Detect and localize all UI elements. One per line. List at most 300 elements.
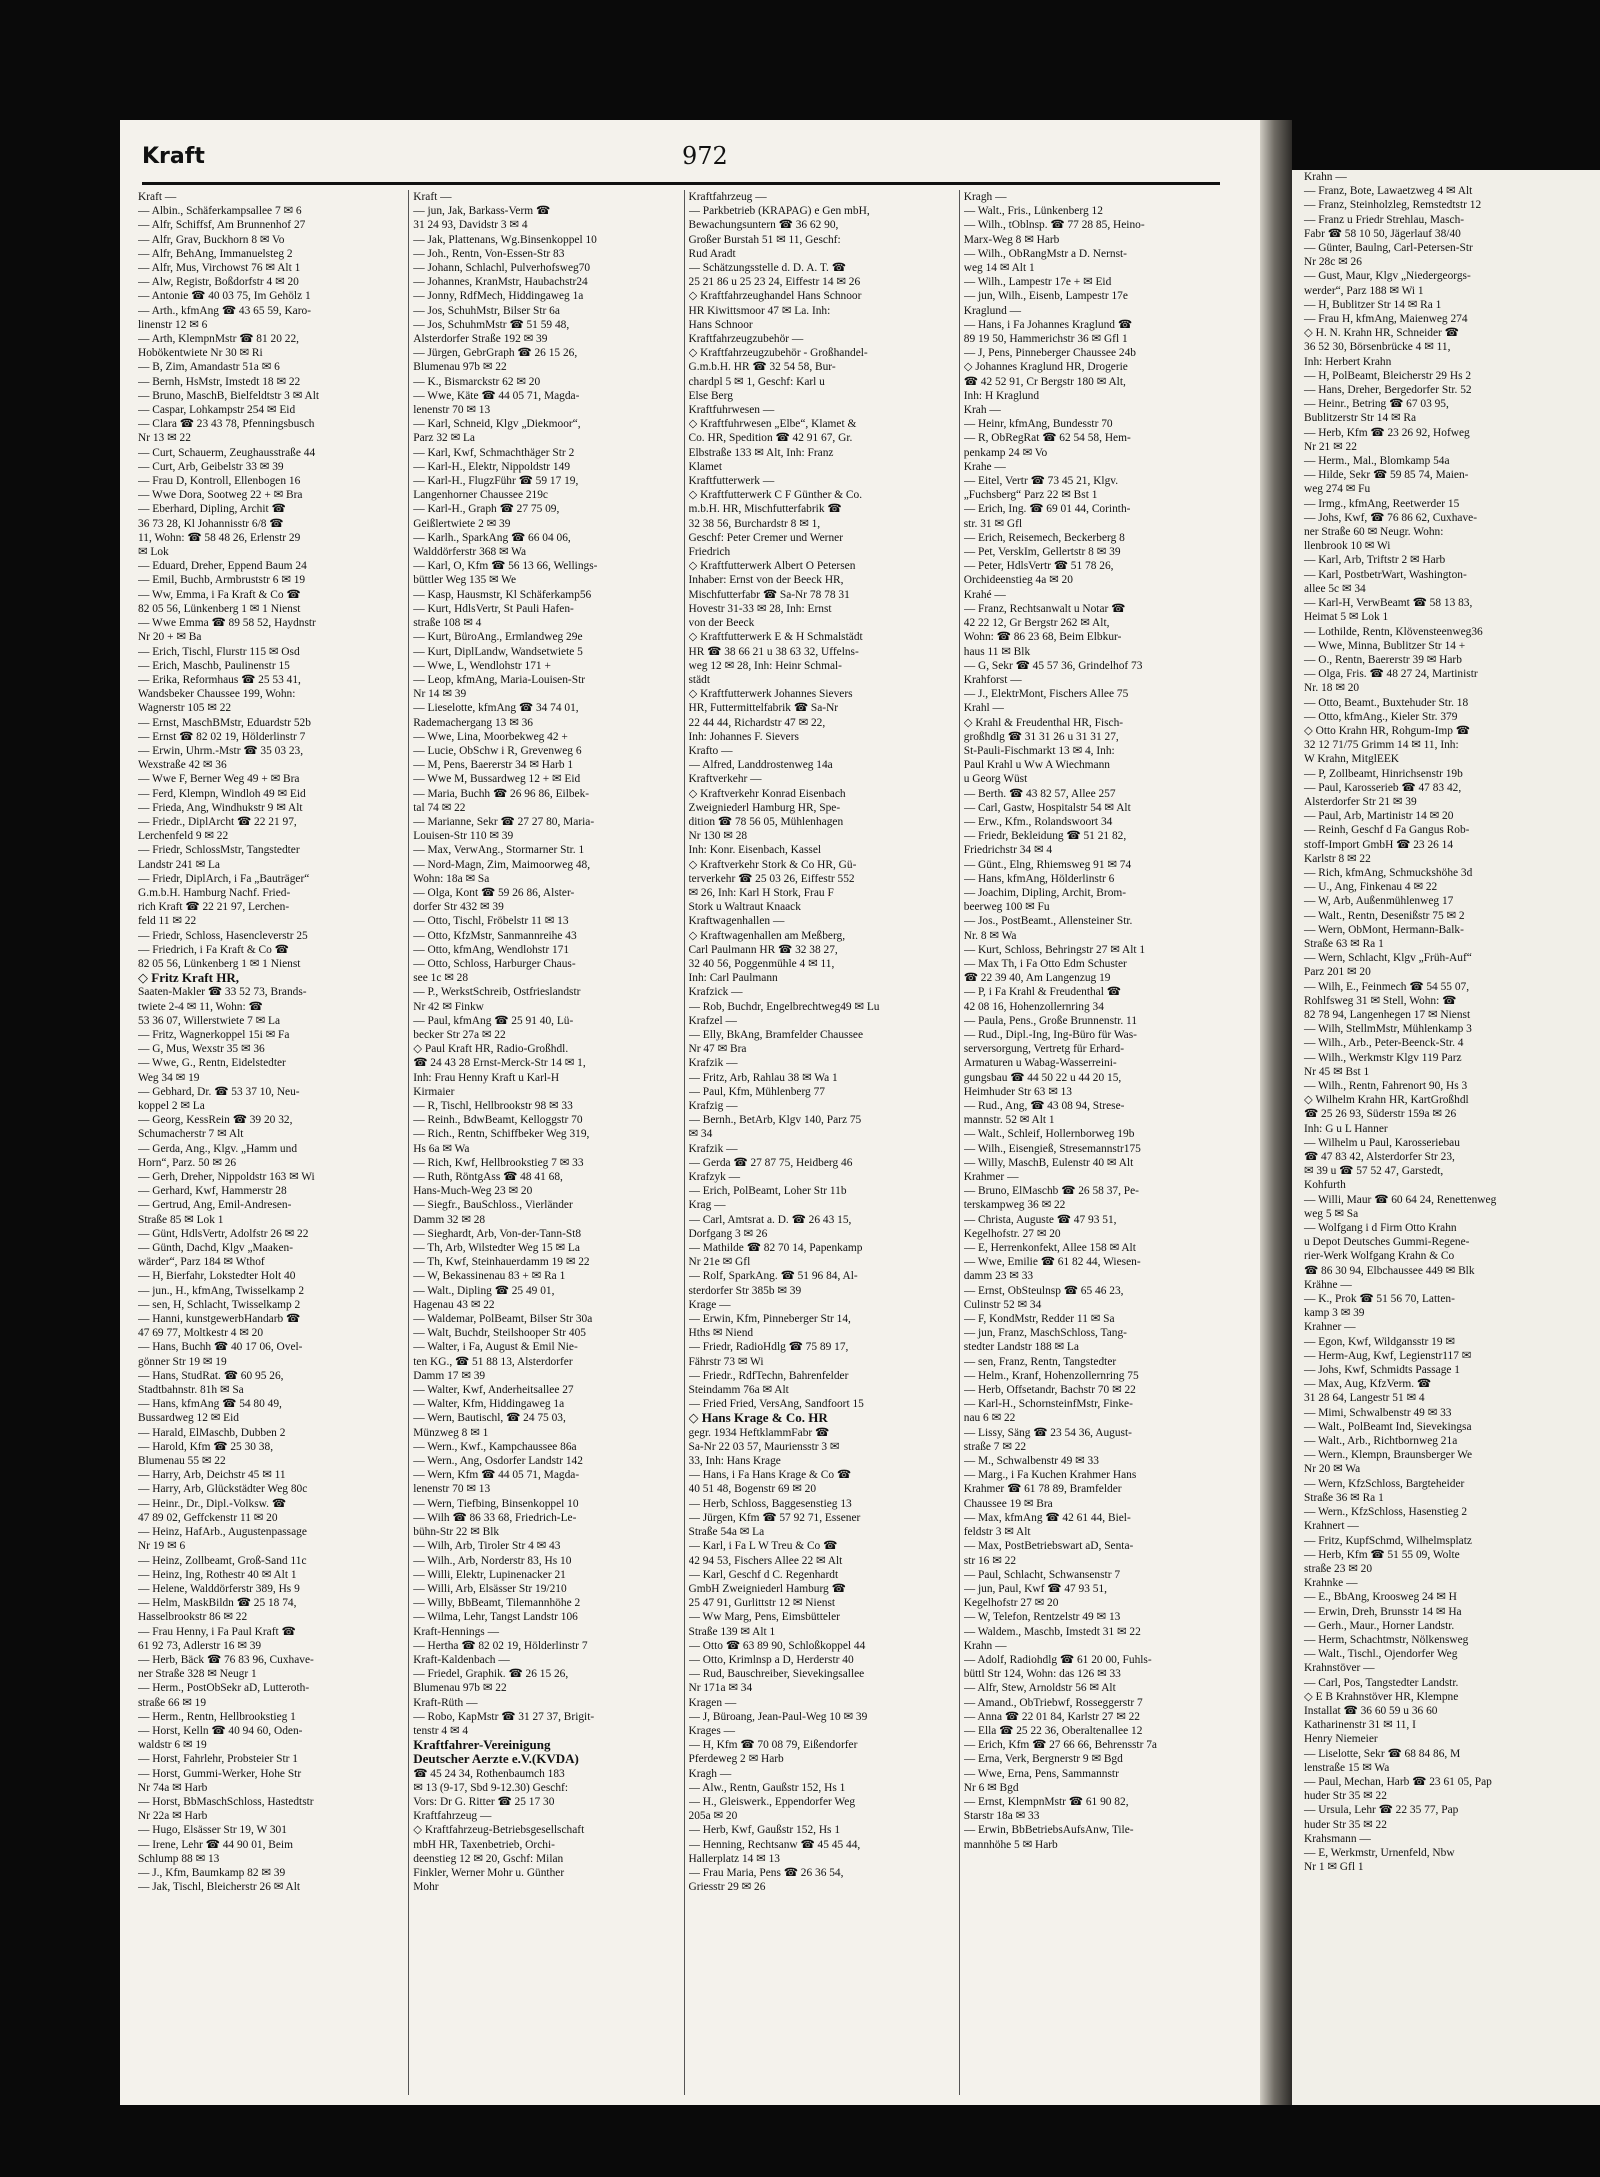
directory-entry: — Arth., kfmAng ☎ 43 65 59, Karo- [138, 304, 312, 317]
directory-entry: 36 52 30, Börsenbrücke 4 ✉ 11, [1304, 341, 1451, 354]
directory-entry: 53 36 07, Willerstwiete 7 ✉ La [138, 1014, 281, 1027]
directory-entry: — Erich, Ing. ☎ 69 01 44, Corinth- [963, 503, 1131, 516]
directory-entry: — Alfr, Stew, Arnoldstr 56 ✉ Alt [963, 1682, 1116, 1695]
directory-entry: — Pet, VerskIm, Gellertstr 8 ✉ 39 [963, 546, 1121, 559]
directory-entry: — Heinr., Betring ☎ 67 03 95, [1304, 398, 1449, 411]
directory-entry: — Wilh, Arb, Tiroler Str 4 ✉ 43 [413, 1540, 561, 1553]
directory-entry: — jun., H., kfmAng, Twisselkamp 2 [138, 1284, 305, 1297]
directory-entry: Bublitzerstr Str 14 ✉ Ra [1304, 412, 1417, 425]
directory-entry: — Otto, kfmAng., Kieler Str. 379 [1304, 710, 1458, 723]
directory-entry: mbH HR, Taxenbetrieb, Orchi- [413, 1838, 555, 1851]
directory-entry: Installat ☎ 36 60 59 u 36 60 [1304, 1704, 1438, 1717]
directory-entry: — Bernh, HsMstr, Imstedt 18 ✉ 22 [138, 375, 301, 388]
directory-entry: — Rich, kfmAng, Schmuckshöhe 3d [1304, 866, 1473, 879]
directory-entry: — Alfr, Mus, Virchowst 76 ✉ Alt 1 [138, 262, 301, 275]
directory-entry: — Karl, Geschf d C. Regenhardt [688, 1568, 839, 1581]
directory-entry: — Alw., Rentn, Gaußstr 152, Hs 1 [688, 1781, 846, 1794]
book-gutter [1260, 120, 1292, 2105]
directory-entry: — Erna, Verk, Bergnerstr 9 ✉ Bgd [963, 1753, 1123, 1766]
directory-entry: — Friedr., RdfTechn, Bahrenfelder [688, 1369, 849, 1382]
directory-entry: — Wilma, Lehr, Tangst Landstr 106 [413, 1611, 578, 1624]
directory-entry: — Wolfgang i d Firm Otto Krahn [1304, 1222, 1457, 1235]
directory-entry: u Depot Deutsches Gummi-Regene- [1304, 1236, 1470, 1249]
directory-entry: — H, Bublitzer Str 14 ✉ Ra 1 [1304, 298, 1442, 311]
directory-entry: Kraglund — [963, 304, 1022, 317]
directory-entry: — W, Bekassinenau 83 + ✉ Ra 1 [413, 1270, 566, 1283]
directory-entry: — Hans, StudRat. ☎ 60 95 26, [138, 1369, 284, 1382]
directory-entry: — Wilh., Arb., Peter-Beenck-Str. 4 [1304, 1037, 1464, 1050]
directory-entry: — Ernst, ObSteulnsp ☎ 65 46 23, [963, 1284, 1124, 1297]
directory-entry: Straße 54a ✉ La [688, 1526, 765, 1539]
directory-entry: Louisen-Str 110 ✉ 39 [413, 830, 514, 843]
directory-entry: Pferdeweg 2 ✉ Harb [688, 1753, 784, 1766]
directory-entry: — Paul, Mechan, Harb ☎ 23 61 05, Pap [1304, 1775, 1492, 1788]
directory-entry: Krafzyk — [688, 1171, 741, 1184]
directory-entry: Hovestr 31-33 ✉ 28, Inh: Ernst [688, 602, 832, 615]
directory-entry: Sa-Nr 22 03 57, Mauriensstr 3 ✉ [688, 1440, 840, 1453]
directory-entry: — M., Schwalbenstr 49 ✉ 33 [963, 1455, 1099, 1468]
directory-entry: Krahn — [963, 1639, 1007, 1652]
directory-entry: — J, Büroang, Jean-Paul-Weg 10 ✉ 39 [688, 1710, 868, 1723]
directory-entry: chardpl 5 ✉ 1, Geschf: Karl u [688, 375, 825, 388]
directory-entry: — Reinh., BdwBeamt, Kelloggstr 70 [413, 1114, 583, 1127]
directory-entry: — Friedr, RadioHdlg ☎ 75 89 17, [688, 1341, 849, 1354]
directory-entry: — Wilh., Eisengieß, Stresemannstr175 [963, 1142, 1141, 1155]
directory-entry: — Helene, Walddörferstr 389, Hs 9 [138, 1582, 300, 1595]
directory-entry: büttl Str 124, Wohn: das 126 ✉ 33 [963, 1668, 1121, 1681]
directory-entry: Finkler, Werner Mohr u. Günther [413, 1866, 565, 1879]
directory-entry: — Wern., Ang, Osdorfer Landstr 142 [413, 1455, 583, 1468]
directory-entry: — Erich, PolBeamt, Loher Str 11b [688, 1185, 847, 1198]
directory-entry: Kegelhofstr 27 ✉ 20 [963, 1597, 1059, 1610]
directory-entry: — W, Telefon, Rentzelstr 49 ✉ 13 [963, 1611, 1121, 1624]
directory-entry: weg 14 ✉ Alt 1 [963, 262, 1035, 275]
directory-entry: — Hanni, kunstgewerbHandarb ☎ [138, 1313, 301, 1326]
directory-entry: Kegelhofstr. 27 ✉ 20 [963, 1227, 1061, 1240]
directory-entry: — Eitel, Vertr ☎ 73 45 21, Klgv. [963, 475, 1119, 488]
directory-entry: — Erwin, Kfm, Pinneberger Str 14, [688, 1313, 851, 1326]
directory-entry: Geschf: Peter Cremer und Werner [688, 531, 843, 544]
directory-entry: — Ernst ☎ 82 02 19, Hölderlinstr 7 [138, 730, 306, 743]
directory-entry: ◇ Wilhelm Krahn HR, KartGroßhdl [1304, 1094, 1469, 1107]
directory-entry: 47 89 02, Geffckenstr 11 ✉ 20 [138, 1511, 278, 1524]
directory-entry: — Hugo, Elsässer Str 19, W 301 [138, 1824, 287, 1837]
directory-entry: — Johann, Schlachl, Pulverhofsweg70 [413, 262, 591, 275]
directory-entry: 89 19 50, Hammerichstr 36 ✉ Gfl 1 [963, 333, 1128, 346]
directory-entry: Krah — [963, 404, 1001, 417]
directory-entry: ☎ 45 24 34, Rothenbaumch 183 [413, 1767, 565, 1780]
directory-entry: Bussardweg 12 ✉ Eid [138, 1412, 239, 1425]
directory-entry: Deutscher Aerzte e.V.(KVDA) [413, 1752, 579, 1767]
directory-entry: Nr 171a ✉ 34 [688, 1682, 753, 1695]
directory-entry: — Hans, Buchh ☎ 40 17 06, Ovel- [138, 1341, 303, 1354]
directory-entry: weg 5 ✉ Sa [1304, 1207, 1359, 1220]
directory-entry: — Wern, Schlacht, Klgv „Früh-Auf“ [1304, 952, 1472, 965]
directory-entry: — Th, Arb, Wilstedter Weg 15 ✉ La [413, 1242, 580, 1255]
directory-entry: — Karl-H., SchornsteinfMstr, Finke- [963, 1398, 1133, 1411]
directory-entry: — Bruno, MaschB, Bielfeldtstr 3 ✉ Alt [138, 389, 320, 402]
directory-entry: — Herm, Schachtmstr, Nölkensweg [1304, 1633, 1469, 1646]
directory-entry: — Wwe M, Bussardweg 12 + ✉ Eid [413, 773, 581, 786]
directory-entry: — R, ObRegRat ☎ 62 54 58, Hem- [963, 432, 1131, 445]
directory-entry: — Friedr, Schloss, Hasencleverstr 25 [138, 929, 308, 942]
directory-entry: — Johs, Kwf, ☎ 76 86 62, Cuxhave- [1304, 511, 1478, 524]
directory-entry: Saaten-Makler ☎ 33 52 73, Brands- [138, 986, 307, 999]
directory-entry: — Karl-H., FlugzFühr ☎ 59 17 19, [413, 475, 579, 488]
directory-entry: lenstraße 15 ✉ Wa [1304, 1761, 1390, 1774]
directory-entry: linenstr 12 ✉ 6 [138, 318, 208, 331]
directory-entry: — Fritz, KupfSchmd, Wilhelmsplatz [1304, 1534, 1472, 1547]
directory-entry: — Wilhelm u Paul, Karosseriebau [1304, 1136, 1460, 1149]
directory-entry: 31 28 64, Langestr 51 ✉ 4 [1304, 1392, 1425, 1405]
directory-entry: 32 40 56, Poggenmühle 4 ✉ 11, [688, 957, 835, 970]
directory-entry: allee 5c ✉ 34 [1304, 582, 1366, 595]
directory-entry: — Wilh., tOblnsp. ☎ 77 28 85, Heino- [963, 219, 1145, 232]
directory-entry: — J., Kfm, Baumkamp 82 ✉ 39 [138, 1866, 286, 1879]
column-4 [959, 190, 1226, 2095]
directory-entry: Krag — [688, 1199, 726, 1212]
directory-entry: ◇ Kraftfahrzeugzubehör - Großhandel- [688, 347, 868, 360]
directory-entry: Culinstr 52 ✉ 34 [963, 1298, 1042, 1311]
page-number: 972 [682, 142, 728, 170]
directory-entry: Chaussee 19 ✉ Bra [963, 1497, 1053, 1510]
directory-entry: Hths ✉ Niend [688, 1327, 754, 1340]
directory-entry: Mischfutterfabr ☎ Sa-Nr 78 78 31 [688, 588, 850, 601]
directory-entry: becker Str 27a ✉ 22 [413, 1028, 506, 1041]
directory-entry: straße 23 ✉ 20 [1304, 1562, 1373, 1575]
directory-entry: m.b.H. HR, Mischfutterfabrik ☎ [688, 503, 842, 516]
directory-entry: — sen, H, Schlacht, Twisselkamp 2 [138, 1298, 301, 1311]
directory-entry: rier-Werk Wolfgang Krahn & Co [1304, 1250, 1455, 1263]
directory-entry: str 16 ✉ 22 [963, 1554, 1017, 1567]
directory-entry: stedter Landstr 188 ✉ La [963, 1341, 1079, 1354]
directory-entry: — Jonny, RdfMech, Hiddingaweg 1a [413, 290, 584, 303]
directory-entry: Hallerplatz 14 ✉ 13 [688, 1852, 780, 1865]
directory-entry: Wandsbeker Chaussee 199, Wohn: [138, 688, 296, 701]
directory-entry: — Otto, Beamt., Buxtehuder Str. 18 [1304, 696, 1469, 709]
directory-entry: — Gertrud, Ang, Emil-Andresen- [138, 1199, 292, 1212]
directory-entry: Kraft-Kaldenbach — [413, 1653, 510, 1666]
directory-entry: — Mathilde ☎ 82 70 14, Papenkamp [688, 1242, 863, 1255]
directory-entry: — Walt., PolBeamt Ind, Sievekingsa [1304, 1420, 1472, 1433]
directory-entry: terverkehr ☎ 25 03 26, Eiffestr 552 [688, 872, 855, 885]
directory-entry: — P., WerkstSchreib, Ostfrieslandstr [413, 986, 581, 999]
directory-entry: Blumenau 97b ✉ 22 [413, 1682, 507, 1695]
directory-entry: — sen, Franz, Rentn, Tangstedter [963, 1355, 1117, 1368]
directory-entry: Schumacherstr 7 ✉ Alt [138, 1128, 244, 1141]
directory-entry: — Max, PostBetriebswart aD, Senta- [963, 1540, 1134, 1553]
directory-entry: ◇ Kraftfahrzeug-Betriebsgesellschaft [413, 1824, 585, 1837]
directory-entry: — Wilh, StellmMstr, Mühlenkamp 3 [1304, 1023, 1472, 1036]
directory-entry: — Wilh., Rentn, Fahrenort 90, Hs 3 [1304, 1080, 1468, 1092]
directory-entry: — Friedel, Graphik. ☎ 26 15 26, [413, 1668, 569, 1681]
directory-entry: Nr 28c ✉ 26 [1304, 256, 1362, 269]
directory-entry: Kraft-Rüth — [413, 1696, 478, 1709]
directory-entry: Nr 21e ✉ Gfl [688, 1256, 751, 1269]
directory-entry: tal 74 ✉ 22 [413, 801, 466, 814]
directory-entry: — Gerhard, Kwf, Hammerstr 28 [138, 1185, 287, 1198]
directory-entry: — Karl, PostbetrWart, Washington- [1304, 568, 1467, 581]
directory-entry: — Alfr, Grav, Buckhorn 8 ✉ Vo [138, 233, 285, 246]
directory-entry: — Parkbetrieb (KRAPAG) e Gen mbH, [688, 205, 870, 218]
directory-entry: Klamet [688, 460, 723, 473]
directory-entry: Inh: Johannes F. Sievers [688, 730, 799, 743]
page-header [142, 142, 1220, 185]
directory-entry: 22 44 44, Richardstr 47 ✉ 22, [688, 716, 826, 729]
next-page-fragment [1292, 170, 1600, 2105]
directory-entry: — Carl, Amtsrat a. D. ☎ 26 43 15, [688, 1213, 852, 1226]
directory-entry: Nr 130 ✉ 28 [688, 830, 748, 843]
directory-entry: — Caspar, Lohkampstr 254 ✉ Eid [138, 404, 296, 417]
directory-entry: — Adolf, Radiohdlg ☎ 61 20 00, Fuhls- [963, 1653, 1152, 1666]
directory-entry: — Irene, Lehr ☎ 44 90 01, Beim [138, 1838, 293, 1851]
directory-entry: — Heinz, Ing, Rothestr 40 ✉ Alt 1 [138, 1568, 297, 1581]
directory-entry: — Wilh., Arb, Norderstr 83, Hs 10 [413, 1554, 572, 1567]
directory-entry: — Karl-H, VerwBeamt ☎ 58 13 83, [1304, 597, 1473, 610]
directory-entry: Straße 85 ✉ Lok 1 [138, 1213, 224, 1226]
directory-entry: — Paul, kfmAng ☎ 25 91 40, Lü- [413, 1014, 574, 1027]
directory-entry: — Gebhard, Dr. ☎ 53 37 10, Neu- [138, 1085, 300, 1098]
directory-entry: dition ☎ 78 56 05, Mühlenhagen [688, 815, 844, 828]
directory-entry: — Ernst, KlempnMstr ☎ 61 90 82, [963, 1795, 1129, 1808]
directory-entry: — Wwe, Lina, Moorbekweg 42 + [413, 730, 568, 743]
directory-entry: ☎ 25 26 93, Süderstr 159a ✉ 26 [1304, 1108, 1457, 1121]
directory-entry: — Wwe, Minna, Bublitzer Str 14 + [1304, 639, 1466, 652]
directory-entry: Stork u Waltraut Knaack [688, 901, 801, 914]
directory-entry: — jun, Paul, Kwf ☎ 47 93 51, [963, 1582, 1108, 1595]
directory-entry: — Wern., KfzSchloss, Hasenstieg 2 [1304, 1506, 1468, 1519]
directory-entry: gegr. 1934 HeftklammFabr ☎ [688, 1426, 830, 1439]
directory-entry: 32 38 56, Burchardstr 8 ✉ 1, [688, 517, 821, 530]
directory-entry: Inh: Frau Henny Kraft u Karl-H [413, 1071, 560, 1084]
directory-entry: — Horst, BbMaschSchloss, Hastedtstr [138, 1795, 314, 1808]
directory-entry: Krahsmann — [1304, 1832, 1371, 1845]
directory-entry: ☎ 47 83 42, Alsterdorfer Str 23, [1304, 1151, 1455, 1164]
directory-entry: bühn-Str 22 ✉ Blk [413, 1526, 500, 1539]
directory-entry: — Max, VerwAng., Stormarner Str. 1 [413, 844, 585, 857]
directory-entry: Kraftfahrzeug — [688, 191, 767, 203]
directory-entry: Wohn: 18a ✉ Sa [413, 872, 490, 885]
directory-entry: lenenstr 70 ✉ 13 [413, 1483, 491, 1496]
directory-entry: — Herb, Kfm ☎ 51 55 09, Wolte [1304, 1548, 1460, 1561]
directory-entry: 33, Inh: Hans Krage [688, 1455, 781, 1468]
directory-entry: 82 05 56, Lünkenberg 1 ✉ 1 Nienst [138, 602, 301, 615]
directory-entry: Hans-Much-Weg 23 ✉ 20 [413, 1185, 533, 1198]
directory-entry: waldstr 6 ✉ 19 [138, 1739, 207, 1752]
directory-entry: — Wern., Kwf., Kampchaussee 86a [413, 1440, 577, 1453]
directory-entry: ◇ Johannes Kraglund HR, Drogerie [963, 361, 1128, 374]
directory-entry: Straße 36 ✉ Ra 1 [1304, 1491, 1384, 1504]
column-3 [684, 190, 951, 2095]
directory-entry: — Erwin, Dreh, Brunsstr 14 ✉ Ha [1304, 1605, 1462, 1618]
directory-entry: — Rud., Ang, ☎ 43 08 94, Strese- [963, 1100, 1125, 1112]
directory-entry: — U., Ang, Finkenau 4 ✉ 22 [1304, 881, 1438, 894]
directory-entry: — Walt., Fris., Lünkenberg 12 [963, 205, 1103, 218]
directory-entry: ✉ Lok [138, 546, 169, 559]
directory-entry: — Paul, Arb, Martinistr 14 ✉ 20 [1304, 810, 1454, 823]
directory-entry: — Günth, Dachd, Klgv „Maaken- [138, 1242, 293, 1255]
directory-entry: ner Straße 60 ✉ Neugr. Wohn: [1304, 526, 1444, 539]
directory-entry: — Walter, Kwf, Anderheitsallee 27 [413, 1384, 574, 1397]
directory-entry: llenbrook 10 ✉ Wi [1304, 540, 1391, 553]
directory-entry: see 1c ✉ 28 [413, 972, 469, 985]
directory-entry: Vors: Dr G. Ritter ☎ 25 17 30 [413, 1795, 555, 1808]
directory-entry: — W, Arb, Außenmühlenweg 17 [1304, 895, 1454, 908]
directory-entry: — Alfr, BehAng, Immanuelsteg 2 [138, 247, 293, 260]
directory-entry: Wexstraße 42 ✉ 36 [138, 759, 227, 772]
directory-entry: Rud Aradt [688, 247, 736, 260]
directory-entry: deenstieg 12 ✉ 20, Gschf: Milan [413, 1852, 564, 1865]
directory-entry: — Walt., Schleif, Hollernborweg 19b [963, 1128, 1135, 1141]
directory-entry: — Herm., PostObSekr aD, Lutteroth- [138, 1682, 310, 1695]
directory-entry: Kraftfahrzeugzubehör — [688, 333, 804, 346]
directory-entry: Stadtbahnstr. 81h ✉ Sa [138, 1384, 244, 1397]
directory-entry: huder Str 35 ✉ 22 [1304, 1818, 1387, 1831]
directory-entry: Friedrichstr 34 ✉ 4 [963, 844, 1053, 857]
directory-entry: rich Kraft ☎ 22 21 97, Lerchen- [138, 901, 290, 914]
directory-entry: straße 66 ✉ 19 [138, 1696, 207, 1709]
directory-entry: — Ursula, Lehr ☎ 22 35 77, Pap [1304, 1804, 1459, 1817]
directory-entry: — Wwe F, Berner Weg 49 + ✉ Bra [138, 773, 300, 786]
directory-entry: ☎ 22 39 40, Am Langenzug 19 [963, 972, 1111, 985]
directory-entry: — Heinz, Zollbeamt, Groß-Sand 11c [138, 1554, 307, 1567]
directory-entry: werder“, Parz 188 ✉ Wi 1 [1304, 284, 1424, 297]
directory-entry: Krafzik — [688, 1142, 738, 1155]
directory-entry: — Liselotte, Sekr ☎ 68 84 86, M [1304, 1747, 1461, 1760]
directory-entry: straße 7 ✉ 22 [963, 1440, 1027, 1453]
directory-entry: HR ☎ 38 66 21 u 38 63 32, Uffelns- [688, 645, 859, 658]
directory-entry: — Irmg., kfmAng, Reetwerder 15 [1304, 497, 1460, 510]
directory-entry: beerweg 100 ✉ Fu [963, 901, 1050, 914]
directory-entry: Münzweg 8 ✉ 1 [413, 1426, 489, 1439]
column-1 [138, 190, 400, 2095]
directory-entry: — Reinh, Geschf d Fa Gangus Rob- [1304, 824, 1470, 837]
directory-entry: str. 31 ✉ Gfl [963, 517, 1023, 530]
directory-entry: u Georg Wüst [963, 773, 1028, 786]
directory-entry: — Wern, Bautischl, ☎ 24 75 03, [413, 1412, 566, 1425]
directory-entry: ◇ Hans Krage & Co. HR [688, 1411, 828, 1426]
directory-entry: St-Pauli-Fischmarkt 13 ✉ 4, Inh: [963, 744, 1115, 757]
directory-entry: — Karl-H., Graph ☎ 27 75 09, [413, 503, 560, 516]
directory-entry: — K., Bismarckstr 62 ✉ 20 [413, 375, 541, 388]
directory-entry: — Mimi, Schwalbenstr 49 ✉ 33 [1304, 1406, 1452, 1419]
directory-entry: 42 08 16, Hohenzollernring 34 [963, 1000, 1104, 1013]
directory-entry: — Friedr, DiplArch, i Fa „Bauträger“ [138, 872, 310, 885]
directory-entry: — Wilh, E., Feinmech ☎ 54 55 07, [1304, 980, 1470, 993]
directory-entry: Kraft-Hennings — [413, 1625, 499, 1638]
directory-entry: — Lucie, ObSchw i R, Grevenweg 6 [413, 744, 582, 757]
directory-entry: huder Str 35 ✉ 22 [1304, 1790, 1387, 1803]
directory-entry: — O., Rentn, Baererstr 39 ✉ Harb [1304, 653, 1462, 666]
directory-entry: Nr 22a ✉ Harb [138, 1810, 208, 1823]
directory-entry: — Wilh., ObRangMstr a D. Nernst- [963, 247, 1127, 260]
directory-entry: — Ww Marg, Pens, Eimsbütteler [688, 1611, 840, 1624]
directory-entry: — Otto, KfzMstr, Sanmannreihe 43 [413, 929, 577, 942]
directory-entry: — Anna ☎ 22 01 84, Karlstr 27 ✉ 22 [963, 1710, 1140, 1723]
directory-entry: — Jürgen, GebrGraph ☎ 26 15 26, [413, 347, 578, 360]
directory-entry: ◇ Kraftfuhrwesen „Elbe“, Klamet & [688, 418, 857, 431]
directory-entry: „Fuchsberg“ Parz 22 ✉ Bst 1 [963, 489, 1098, 502]
directory-entry: Damm 32 ✉ 28 [413, 1213, 486, 1226]
directory-entry: mannstr. 52 ✉ Alt 1 [963, 1114, 1055, 1127]
directory-entry: Rohlfsweg 31 ✉ Stell, Wohn: ☎ [1304, 994, 1457, 1007]
directory-entry: — Peter, HdlsVertr ☎ 51 78 26, [963, 560, 1114, 573]
directory-entry: ◇ E B Krahnstöver HR, Klempne [1304, 1690, 1459, 1703]
directory-entry: — Harry, Arb, Deichstr 45 ✉ 11 [138, 1469, 286, 1482]
directory-entry: stoff-Import GmbH ☎ 23 26 14 [1304, 838, 1454, 851]
directory-entry: ✉ 13 (9-17, Sbd 9-12.30) Geschf: [413, 1781, 569, 1794]
directory-entry: weg 12 ✉ 28, Inh: Heinr Schmal- [688, 659, 842, 672]
directory-entry: 32 12 71/75 Grimm 14 ✉ 11, Inh: [1304, 739, 1459, 752]
directory-entry: — Otto, Schloss, Harburger Chaus- [413, 957, 576, 970]
directory-entry: Krahner — [1304, 1321, 1356, 1334]
directory-entry: — Hans, Dreher, Bergedorfer Str. 52 [1304, 384, 1472, 397]
directory-entry: Kraft — [413, 191, 452, 203]
directory-entry: — Wilh., Lampestr 17e + ✉ Eid [963, 276, 1112, 289]
directory-entry: GmbH Zweigniederl Hamburg ☎ [688, 1582, 846, 1595]
directory-entry: — Wern, ObMont, Hermann-Balk- [1304, 923, 1464, 936]
directory-entry: Krafzel — [688, 1014, 737, 1027]
directory-entry: Nr 21 ✉ 22 [1304, 440, 1357, 453]
directory-entry: — Wwe Dora, Sootweg 22 + ✉ Bra [138, 489, 303, 502]
directory-entry: haus 11 ✉ Blk [963, 645, 1031, 658]
directory-entry: straße 108 ✉ 4 [413, 617, 482, 630]
directory-entry: — Olga, Kont ☎ 59 26 86, Alster- [413, 886, 575, 899]
directory-entry: — B, Zim, Amandastr 51a ✉ 6 [138, 361, 280, 374]
directory-entry: — Siegfr., BauSchloss., Vierländer [413, 1199, 573, 1212]
directory-entry: — Helm, MaskBildn ☎ 25 18 74, [138, 1597, 297, 1610]
directory-entry: — Franz, Bote, Lawaetzweg 4 ✉ Alt [1304, 185, 1473, 198]
directory-entry: — Albin., Schäferkampsallee 7 ✉ 6 [138, 205, 302, 218]
directory-entry: — Elly, BkAng, Bramfelder Chaussee [688, 1028, 864, 1041]
directory-entry: — Curt, Arb, Geibelstr 33 ✉ 39 [138, 460, 284, 473]
directory-entry: Blumenau 55 ✉ 22 [138, 1455, 226, 1468]
directory-entry: — Wern., Klempn, Braunsberger We [1304, 1449, 1473, 1462]
directory-entry: — Rich, Kwf, Hellbrookstieg 7 ✉ 33 [413, 1156, 584, 1169]
directory-entry: Rademachergang 13 ✉ 36 [413, 716, 533, 729]
directory-entry: Krahe — [963, 460, 1006, 473]
directory-entry: Kraft — [138, 191, 177, 203]
directory-entry: Kragen — [688, 1696, 737, 1709]
directory-entry: — Franz, Steinholzleg, Remstedtstr 12 [1304, 199, 1482, 212]
directory-entry: — Antonie ☎ 40 03 75, Im Gehölz 1 [138, 290, 311, 303]
directory-entry: — Kurt, DiplLandw, Wandsetwiete 5 [413, 645, 583, 658]
directory-entry: ◇ Kraftverkehr Konrad Eisenbach [688, 787, 846, 800]
directory-entry: — Heinz, HafArb., Augustenpassage [138, 1526, 307, 1539]
directory-entry: — Kasp, Hausmstr, Kl Schäferkamp56 [413, 588, 592, 601]
directory-entry: — E, Werkmstr, Urnenfeld, Nbw [1304, 1846, 1455, 1859]
directory-entry: — Waldem., Maschb, Imstedt 31 ✉ 22 [963, 1625, 1141, 1638]
directory-entry: — Gerda ☎ 27 87 75, Heidberg 46 [688, 1156, 853, 1169]
directory-entry: feldstr 3 ✉ Alt [963, 1526, 1031, 1539]
directory-entry: Paul Krahl u Ww A Wiechmann [963, 759, 1110, 772]
directory-entry: ◇ Kraftwagenhallen am Meßberg, [688, 929, 846, 942]
directory-entry: Else Berg [688, 389, 733, 402]
directory-entry: Inh: H Kraglund [963, 389, 1040, 402]
directory-entry: — Joachim, Dipling, Archit, Brom- [963, 886, 1127, 899]
directory-entry: Hagenau 43 ✉ 22 [413, 1298, 495, 1311]
directory-entry: Kraftfahrer-Vereinigung [413, 1738, 551, 1753]
directory-entry: — Willi, Elektr, Lupinenacker 21 [413, 1568, 566, 1581]
directory-entry: feld 11 ✉ 22 [138, 915, 197, 928]
directory-entry: — Kurt, HdlsVertr, St Pauli Hafen- [413, 602, 574, 615]
directory-entry: Friedrich [688, 546, 731, 559]
directory-entry: — Friedr, SchlossMstr, Tangstedter [138, 844, 300, 857]
directory-entry: 11, Wohn: ☎ 58 48 26, Erlenstr 29 [138, 531, 301, 544]
directory-entry: — Franz, Rechtsanwalt u Notar ☎ [963, 602, 1126, 615]
directory-entry: — J., ElektrMont, Fischers Allee 75 [963, 688, 1129, 701]
directory-entry: — Walt., Tischl., Ojendorfer Weg [1304, 1648, 1458, 1661]
